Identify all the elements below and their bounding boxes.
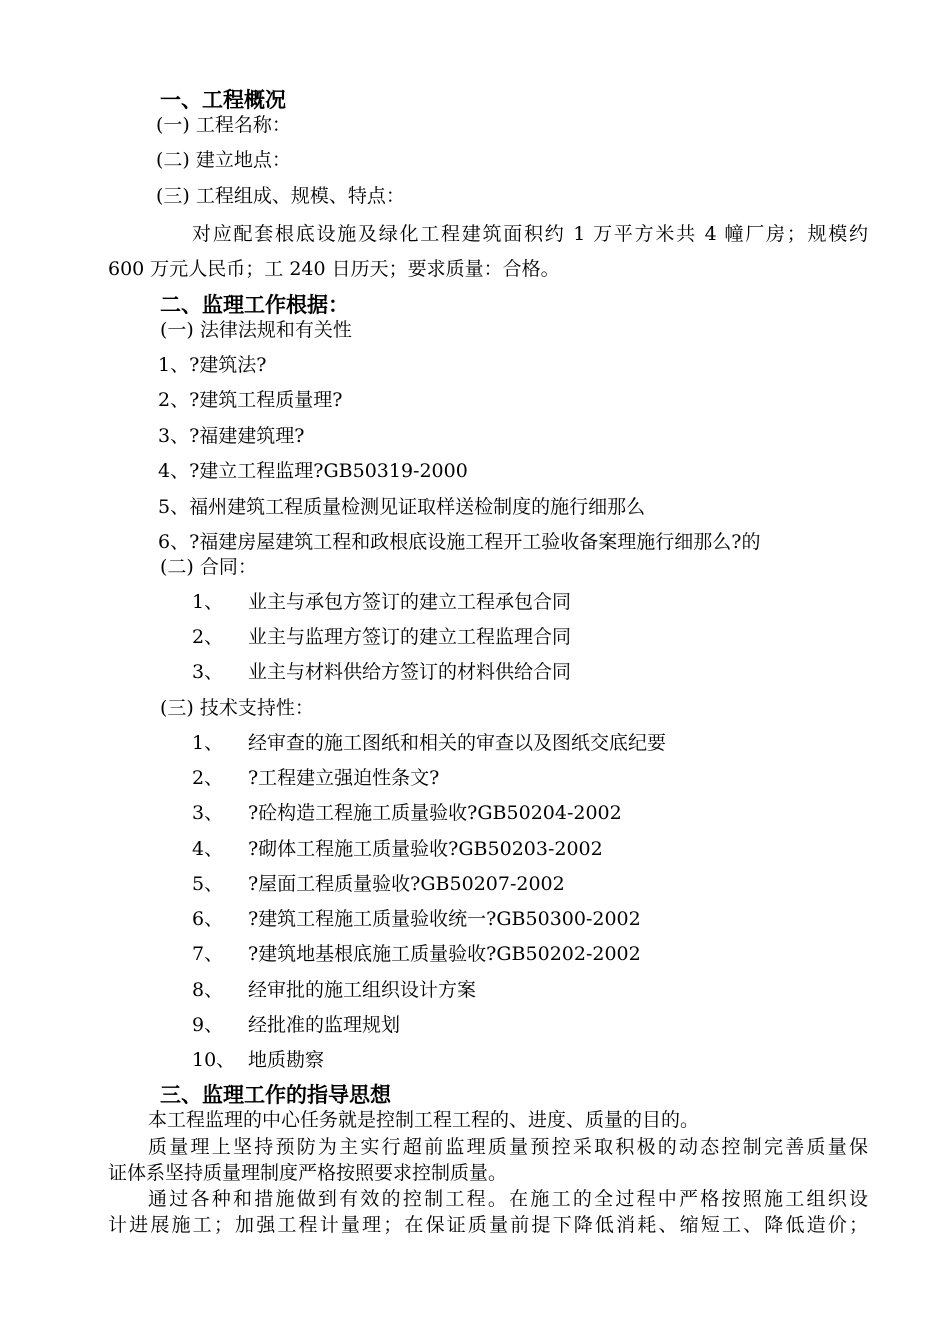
tech-item-text: ?屋面工程质量验收?GB50207-2002 [248,873,565,895]
section1-item-project-name: (一) 工程名称： [156,114,291,136]
section3-paragraph3-line2: 计进展施工；加强工程计量理；在保证质量前提下降低消耗、缩短工、降低造价； [108,1214,868,1236]
section1-paragraph-line2: 600 万元人民币；工 240 日历天；要求质量：合格。 [108,258,560,280]
tech-item [192,837,603,861]
tech-item [192,801,622,825]
law-item: 3、?福建建筑理? [158,425,305,447]
contract-item-text: 业主与承包方签订的建立工程承包合同 [248,591,572,613]
section3-paragraph1: 本工程监理的中心任务就是控制工程工程的、进度、质量的目的。 [148,1109,700,1131]
tech-item-text: ?建筑工程施工质量验收统一?GB50300-2002 [248,908,641,930]
tech-item-number: 8、 [192,979,224,1001]
section2-sub-technical: (三) 技术支持性： [160,697,314,719]
tech-item-number: 6、 [192,908,224,930]
tech-item-number: 3、 [192,802,224,824]
section3-heading: 三、监理工作的指导思想 [160,1083,391,1107]
section1-heading: 一、工程概况 [160,88,286,112]
contract-item [192,625,571,649]
law-item: 5、福州建筑工程质量检测见证取样送检制度的施行细那么 [158,496,646,518]
tech-item-text: 经批准的监理规划 [248,1014,401,1036]
section1-item-location: (二) 建立地点： [156,149,291,171]
contract-item-text: 业主与材料供给方签订的材料供给合同 [248,661,572,683]
section2-sub-laws: (一) 法律法规和有关性 [160,319,352,341]
section1-item-composition: (三) 工程组成、规模、特点： [156,185,405,207]
tech-item-text: 地质勘察 [248,1049,325,1071]
contract-item-text: 业主与监理方签订的建立工程监理合同 [248,626,572,648]
tech-item-number: 10、 [192,1049,236,1071]
tech-item [192,1048,324,1072]
tech-item [192,766,439,790]
tech-item-text: ?砼构造工程施工质量验收?GB50204-2002 [248,802,622,824]
tech-item-number: 5、 [192,873,224,895]
law-item: 4、?建立工程监理?GB50319-2000 [158,460,468,482]
tech-item-number: 2、 [192,767,224,789]
contract-item-number: 2、 [192,626,224,648]
tech-item-number: 9、 [192,1014,224,1036]
section3-paragraph2-line2: 证体系坚持质量理制度严格按照要求控制质量。 [108,1162,508,1184]
tech-item-text: ?建筑地基根底施工质量验收?GB50202-2002 [248,943,641,965]
tech-item-text: 经审查的施工图纸和相关的审查以及图纸交底纪要 [248,732,667,754]
tech-item-number: 7、 [192,943,224,965]
tech-item [192,731,666,755]
contract-item [192,590,571,614]
tech-item [192,907,641,931]
section2-sub-contracts: (二) 合同： [160,556,257,578]
contract-item [192,660,571,684]
law-item: 6、?福建房屋建筑工程和政根底设施工程开工验收备案理施行细那么?的 [158,531,761,553]
contract-item-number: 1、 [192,591,224,613]
law-item: 2、?建筑工程质量理? [158,389,343,411]
section3-paragraph3-line1: 通过各种和措施做到有效的控制工程。在施工的全过程中严格按照施工组织设 [148,1188,868,1210]
tech-item [192,942,641,966]
law-item: 1、?建筑法? [158,354,267,376]
section1-paragraph-line1: 对应配套根底设施及绿化工程建筑面积约 1 万平方米共 4 幢厂房；规模约 [192,223,868,245]
tech-item-text: 经审批的施工组织设计方案 [248,979,477,1001]
tech-item [192,978,476,1002]
section3-paragraph2-line1: 质量理上坚持预防为主实行超前监理质量预控采取积极的动态控制完善质量保 [148,1136,868,1158]
tech-item-text: ?砌体工程施工质量验收?GB50203-2002 [248,838,603,860]
tech-item [192,1013,400,1037]
section2-heading: 二、监理工作根据： [160,293,349,317]
tech-item-text: ?工程建立强迫性条文? [248,767,440,789]
tech-item [192,872,565,896]
contract-item-number: 3、 [192,661,224,683]
tech-item-number: 4、 [192,838,224,860]
tech-item-number: 1、 [192,732,224,754]
